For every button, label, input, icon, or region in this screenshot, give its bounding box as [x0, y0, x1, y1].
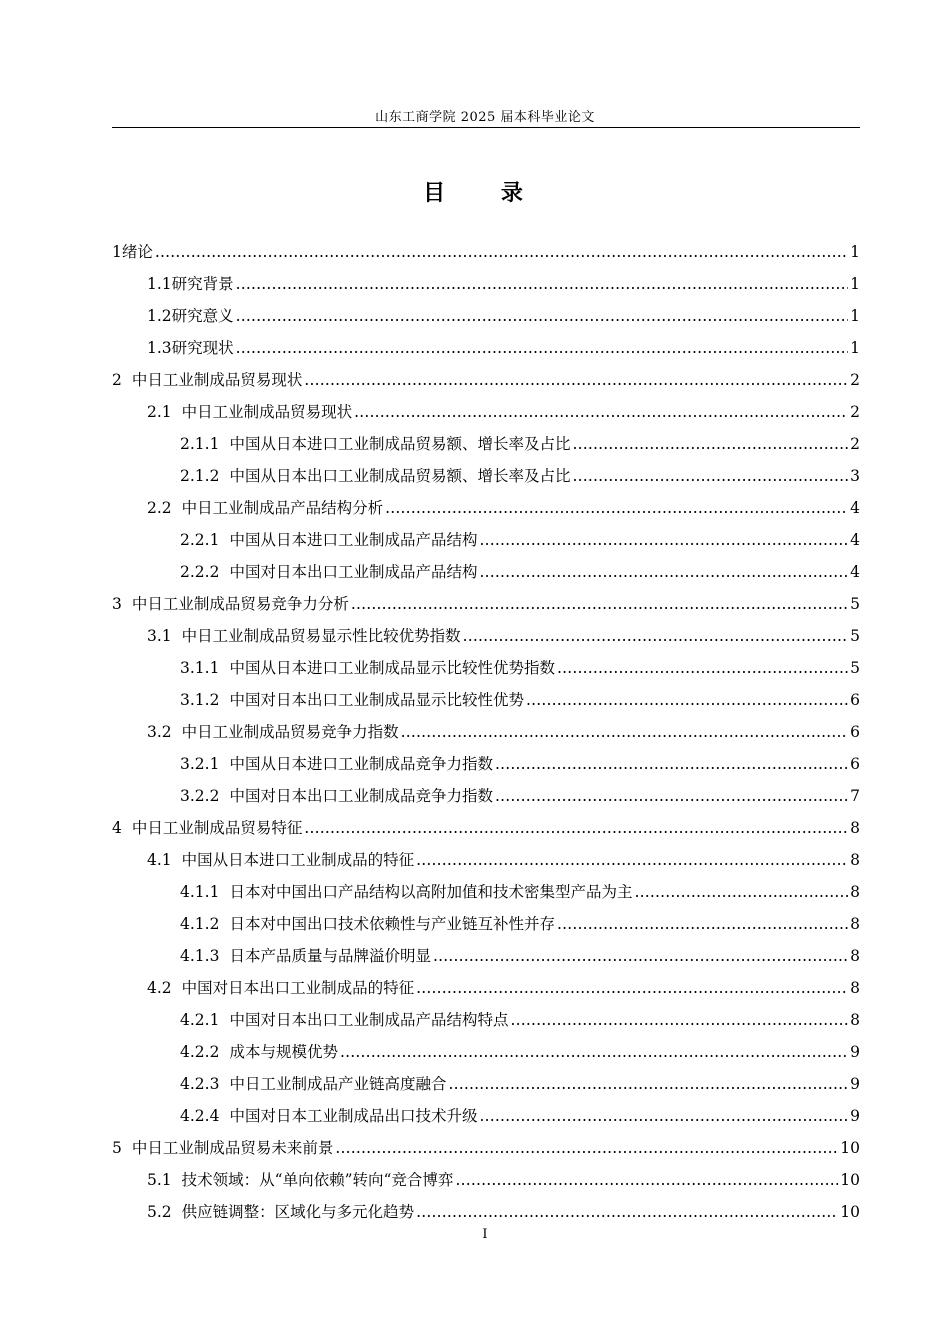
toc-entry-label: 中日工业制成品贸易显示性比较优势指数: [181, 627, 461, 645]
toc-entry[interactable]: [112, 396, 860, 428]
toc-entry[interactable]: [112, 492, 860, 524]
toc-entry[interactable]: [112, 1196, 860, 1228]
toc-entry-page: 7: [850, 787, 860, 805]
toc-entry-page: 6: [850, 691, 860, 709]
toc-entry-page: 3: [850, 467, 860, 485]
toc-entry-number: 2.1.1: [180, 435, 220, 453]
toc-entry-page: 6: [850, 723, 860, 741]
toc-entry-label: 研究背景: [171, 275, 234, 293]
dot-leader: [479, 556, 848, 588]
toc-entry-page: 9: [850, 1075, 860, 1093]
toc-entry-label: 技术领域：从“单向依赖”转向“竞合博弈: [181, 1171, 454, 1189]
toc-entry-page: 8: [850, 883, 860, 901]
toc-entry-page: 4: [850, 531, 860, 549]
toc-entry-label: 中日工业制成品贸易特征: [131, 819, 303, 837]
dot-leader: [433, 940, 848, 972]
toc-entry-label: 供应链调整：区域化与多元化趋势: [181, 1203, 415, 1221]
toc-entry[interactable]: [112, 428, 860, 460]
toc-entry-number: 1.2: [147, 307, 172, 325]
toc-entry-label: 中日工业制成品贸易未来前景: [131, 1139, 334, 1157]
toc-entry[interactable]: [112, 780, 860, 812]
toc-entry-page: 9: [850, 1107, 860, 1125]
toc-entry-label: 中国对日本出口工业制成品的特征: [181, 979, 415, 997]
toc-entry-label: 中日工业制成品产品结构分析: [181, 499, 384, 517]
running-header: 山东工商学院 2025 届本科毕业论文: [375, 110, 595, 125]
toc-entry-label: 日本对中国出口产品结构以高附加值和技术密集型产品为主: [229, 883, 633, 901]
toc-entry[interactable]: [112, 812, 860, 844]
toc-entry-number: 3: [112, 595, 122, 613]
toc-entry-number: 2.2: [147, 499, 172, 517]
toc-entry-label: 中国对日本出口工业制成品产品结构: [229, 563, 478, 581]
toc-entry[interactable]: [112, 1100, 860, 1132]
toc-entry-page: 1: [850, 275, 860, 293]
toc-entry[interactable]: [112, 748, 860, 780]
toc-entry-label: 中日工业制成品贸易现状: [131, 371, 303, 389]
toc-entry-label: 中国对日本出口工业制成品产品结构特点: [229, 1011, 509, 1029]
toc-entry-page: 9: [850, 1043, 860, 1061]
dot-leader: [448, 1068, 848, 1100]
toc-entry-number: 4.1.3: [180, 947, 220, 965]
toc-entry-page: 8: [850, 819, 860, 837]
dot-leader: [526, 684, 848, 716]
dot-leader: [634, 876, 848, 908]
dot-leader: [236, 268, 848, 300]
dot-leader: [401, 716, 848, 748]
dot-leader: [557, 652, 848, 684]
toc-entry[interactable]: [112, 460, 860, 492]
toc-entry-number: 3.2: [147, 723, 172, 741]
toc-entry[interactable]: [112, 268, 860, 300]
toc-title: 目 录: [423, 181, 547, 206]
toc-entry[interactable]: [112, 556, 860, 588]
page-number: I: [482, 1227, 488, 1242]
dot-leader: [236, 300, 848, 332]
toc-entry[interactable]: [112, 1004, 860, 1036]
toc-entry-number: 3.1.1: [180, 659, 220, 677]
toc-entry-number: 4.1.2: [180, 915, 220, 933]
toc-entry[interactable]: [112, 652, 860, 684]
toc-entry-page: 4: [850, 563, 860, 581]
toc-entry[interactable]: [112, 716, 860, 748]
dot-leader: [572, 460, 848, 492]
dot-leader: [340, 1036, 848, 1068]
toc-entry[interactable]: [112, 1164, 860, 1196]
toc-entry-number: 4.1: [147, 851, 172, 869]
dot-leader: [557, 908, 848, 940]
toc-entry-page: 6: [850, 755, 860, 773]
toc-entry-label: 日本产品质量与品牌溢价明显: [229, 947, 431, 965]
toc-entry-label: 中国对日本出口工业制成品显示比较性优势: [229, 691, 524, 709]
toc-entry-number: 4.1.1: [180, 883, 220, 901]
dot-leader: [479, 524, 848, 556]
toc-entry-number: 3.1: [147, 627, 172, 645]
toc-entry[interactable]: [112, 876, 860, 908]
toc-entry-number: 2: [112, 371, 122, 389]
toc-entry-number: 4.2.4: [180, 1107, 220, 1125]
dot-leader: [416, 844, 848, 876]
toc-entry-label: 中国对日本出口工业制成品竞争力指数: [229, 787, 493, 805]
toc-entry-page: 5: [850, 627, 860, 645]
toc-entry-label: 中国从日本进口工业制成品竞争力指数: [229, 755, 493, 773]
toc-entry-number: 2.2.2: [180, 563, 220, 581]
dot-leader: [385, 492, 848, 524]
toc-entry-number: 2.1.2: [180, 467, 220, 485]
toc-entry[interactable]: [112, 332, 860, 364]
toc-entry[interactable]: [112, 684, 860, 716]
dot-leader: [304, 812, 848, 844]
dot-leader: [351, 588, 848, 620]
toc-entry-label: 中国从日本出口工业制成品贸易额、增长率及占比: [229, 467, 571, 485]
toc-entry-page: 8: [850, 947, 860, 965]
toc-entry-page: 8: [850, 979, 860, 997]
toc-entry-page: 8: [850, 851, 860, 869]
dot-leader: [416, 972, 848, 1004]
header-divider: [112, 127, 860, 128]
toc-entry-page: 10: [840, 1139, 860, 1157]
toc-entry-label: 中国从日本进口工业制成品显示比较性优势指数: [229, 659, 555, 677]
toc-entry-page: 5: [850, 595, 860, 613]
dot-leader: [354, 396, 848, 428]
toc-entry-number: 5.2: [147, 1203, 172, 1221]
toc-entry-number: 1.3: [147, 339, 172, 357]
toc-entry-number: 4: [112, 819, 122, 837]
toc-entry[interactable]: [112, 940, 860, 972]
dot-leader: [416, 1196, 838, 1228]
dot-leader: [304, 364, 848, 396]
toc-entry-label: 中日工业制成品贸易竞争力指数: [181, 723, 399, 741]
toc-entry-page: 1: [850, 243, 860, 261]
toc-entry[interactable]: [112, 524, 860, 556]
toc-entry[interactable]: [112, 972, 860, 1004]
toc-entry[interactable]: [112, 1132, 860, 1164]
toc-entry-number: 4.2.1: [180, 1011, 220, 1029]
toc-entry-number: 5: [112, 1139, 122, 1157]
toc-entry-number: 4.2.3: [180, 1075, 220, 1093]
dot-leader: [510, 1004, 848, 1036]
toc-entry-page: 1: [850, 339, 860, 357]
toc-entry-label: 中国从日本进口工业制成品贸易额、增长率及占比: [229, 435, 571, 453]
toc-entry-label: 日本对中国出口技术依赖性与产业链互补性并存: [229, 915, 555, 933]
toc-entry-number: 1.1: [147, 275, 172, 293]
toc-entry-number: 2.1: [147, 403, 172, 421]
toc-entry-page: 2: [850, 435, 860, 453]
dot-leader: [495, 780, 848, 812]
toc-entry-label: 中日工业制成品产业链高度融合: [229, 1075, 447, 1093]
toc-entry-page: 10: [840, 1171, 860, 1189]
toc-entry-number: 3.2.2: [180, 787, 220, 805]
toc-entry-number: 3.2.1: [180, 755, 220, 773]
toc-entry[interactable]: [112, 236, 860, 268]
toc-entry-page: 8: [850, 915, 860, 933]
toc-entry-page: 8: [850, 1011, 860, 1029]
dot-leader: [572, 428, 848, 460]
toc-entry[interactable]: [112, 588, 860, 620]
toc-entry-label: 中日工业制成品贸易现状: [181, 403, 353, 421]
table-of-contents: [112, 236, 860, 1228]
toc-entry-label: 中国从日本进口工业制成品的特征: [181, 851, 415, 869]
toc-entry-number: 1: [112, 243, 122, 261]
toc-entry-label: 成本与规模优势: [229, 1043, 338, 1061]
dot-leader: [335, 1132, 838, 1164]
dot-leader: [463, 620, 848, 652]
toc-entry[interactable]: [112, 300, 860, 332]
toc-entry-label: 中国对日本工业制成品出口技术升级: [229, 1107, 478, 1125]
toc-entry-page: 10: [840, 1203, 860, 1221]
toc-entry-label: 中日工业制成品贸易竞争力分析: [131, 595, 349, 613]
dot-leader: [479, 1100, 848, 1132]
toc-entry-page: 5: [850, 659, 860, 677]
toc-entry-number: 2.2.1: [180, 531, 220, 549]
toc-entry[interactable]: [112, 1068, 860, 1100]
toc-entry-page: 2: [850, 371, 860, 389]
toc-entry[interactable]: [112, 620, 860, 652]
dot-leader: [495, 748, 848, 780]
toc-entry-number: 4.2.2: [180, 1043, 220, 1061]
toc-entry-label: 中国从日本进口工业制成品产品结构: [229, 531, 478, 549]
toc-entry[interactable]: [112, 1036, 860, 1068]
toc-entry[interactable]: [112, 844, 860, 876]
dot-leader: [155, 236, 848, 268]
dot-leader: [455, 1164, 838, 1196]
toc-entry[interactable]: [112, 908, 860, 940]
toc-entry-label: 研究现状: [171, 339, 234, 357]
toc-entry-page: 4: [850, 499, 860, 517]
dot-leader: [236, 332, 848, 364]
toc-entry-label: 绪论: [121, 243, 153, 261]
toc-entry-number: 4.2: [147, 979, 172, 997]
toc-entry-number: 3.1.2: [180, 691, 220, 709]
toc-entry[interactable]: [112, 364, 860, 396]
toc-entry-label: 研究意义: [171, 307, 234, 325]
toc-entry-page: 1: [850, 307, 860, 325]
toc-entry-page: 2: [850, 403, 860, 421]
toc-entry-number: 5.1: [147, 1171, 172, 1189]
